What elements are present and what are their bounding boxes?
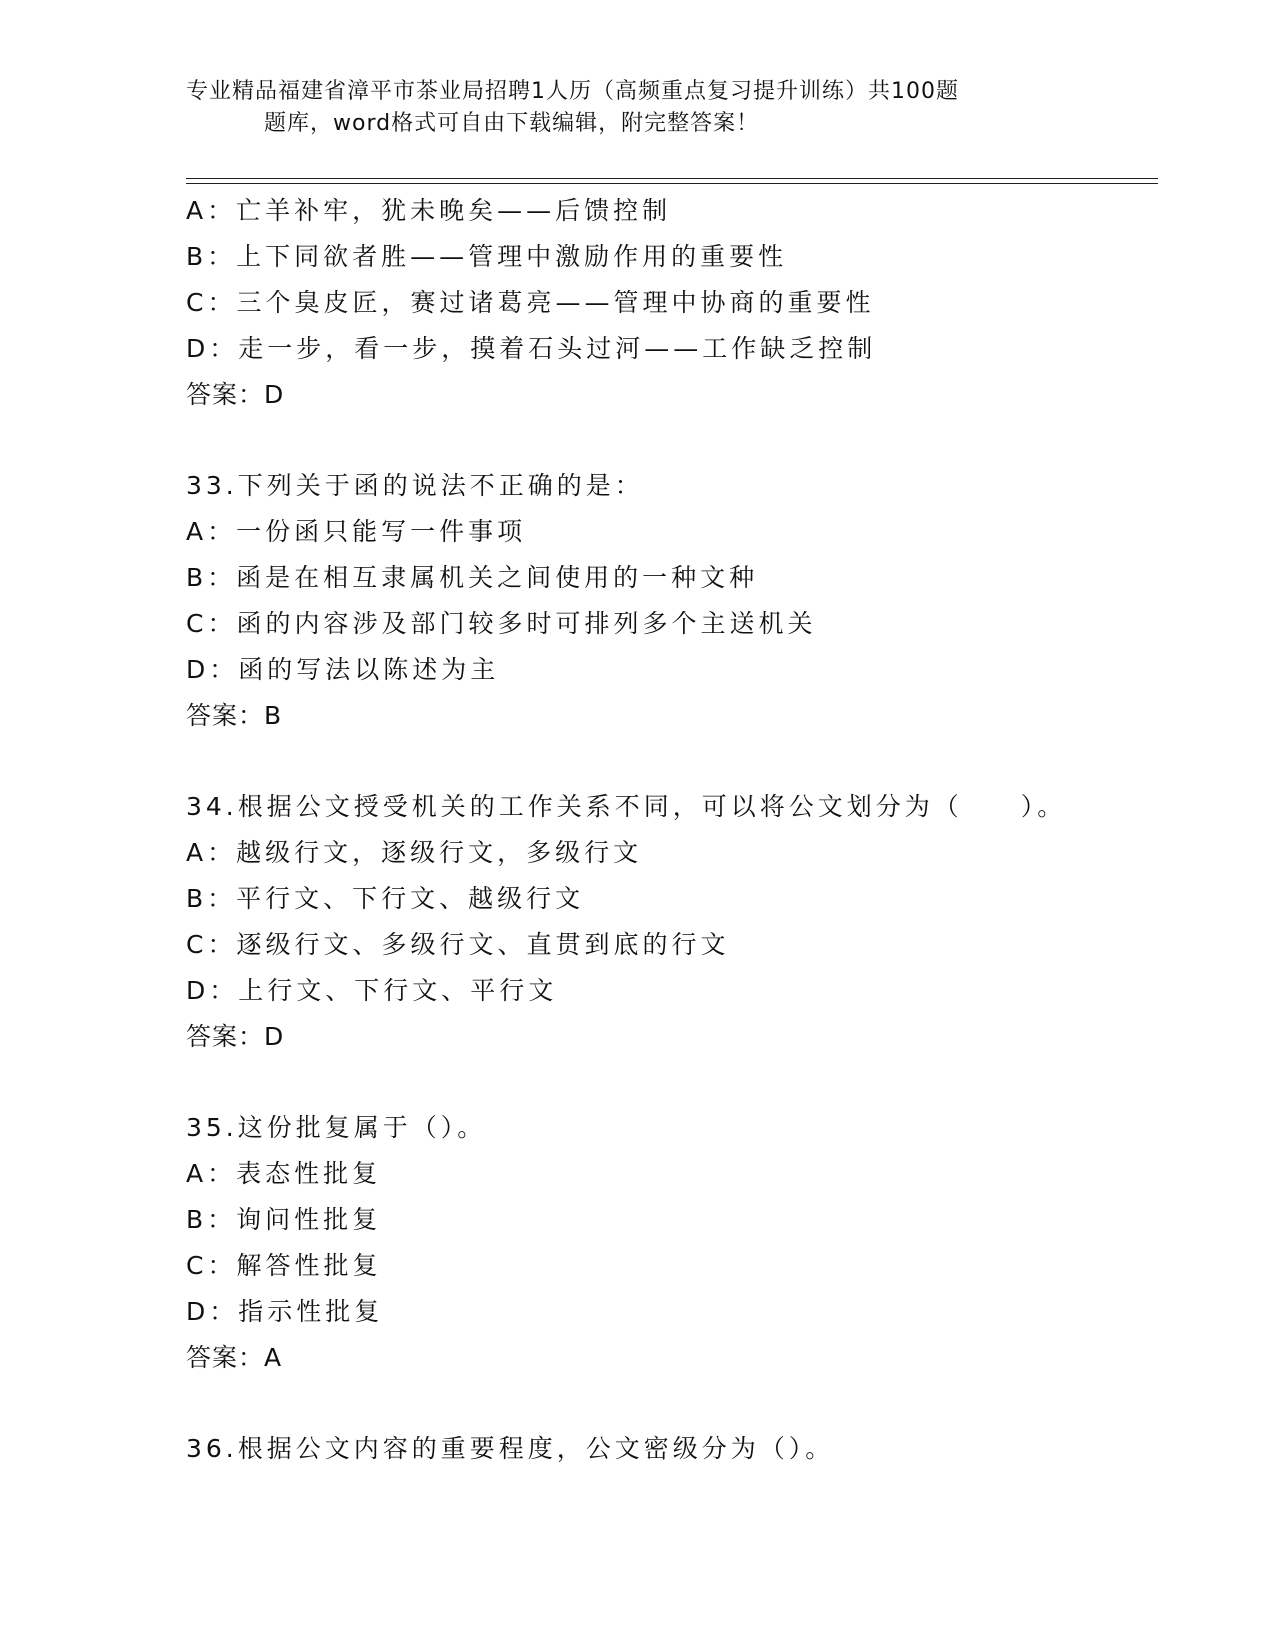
option-d: D：走一步，看一步，摸着石头过河——工作缺乏控制 <box>186 334 877 363</box>
option-a: A：表态性批复 <box>186 1159 382 1188</box>
option-c: C：函的内容涉及部门较多时可排列多个主送机关 <box>186 609 817 638</box>
answer-text: 答案：A <box>186 1343 283 1372</box>
option-d: D：函的写法以陈述为主 <box>186 655 500 684</box>
option-a: A：越级行文，逐级行文，多级行文 <box>186 838 643 867</box>
question-stem: 33.下列关于函的说法不正确的是： <box>186 471 644 500</box>
spacer <box>186 739 1186 784</box>
header-divider-thick <box>186 178 1158 179</box>
answer-text: 答案：B <box>186 701 283 730</box>
spacer <box>186 1060 1186 1105</box>
option-b: B：询问性批复 <box>186 1205 382 1234</box>
option-c: C：解答性批复 <box>186 1251 382 1280</box>
option-d: D：指示性批复 <box>186 1297 384 1326</box>
option-c: C：逐级行文、多级行文、直贯到底的行文 <box>186 930 730 959</box>
answer-text: 答案：D <box>186 380 285 409</box>
spacer <box>186 418 1186 463</box>
header-title-line2: 题库，word格式可自由下载编辑，附完整答案！ <box>264 111 760 136</box>
option-b: B：平行文、下行文、越级行文 <box>186 884 585 913</box>
question-stem: 36.根据公文内容的重要程度，公文密级分为（）。 <box>186 1434 835 1463</box>
option-a: A：亡羊补牢，犹未晚矣——后馈控制 <box>186 196 672 225</box>
option-b: B：上下同欲者胜——管理中激励作用的重要性 <box>186 242 788 271</box>
question-list <box>186 188 1186 1472</box>
spacer <box>186 1381 1186 1426</box>
question-stem: 35.这份批复属于（）。 <box>186 1113 487 1142</box>
option-c: C：三个臭皮匠，赛过诸葛亮——管理中协商的重要性 <box>186 288 875 317</box>
question-stem: 34.根据公文授受机关的工作关系不同，可以将公文划分为（ ）。 <box>186 792 1067 821</box>
answer-text: 答案：D <box>186 1022 285 1051</box>
header-title-line1: 专业精品福建省漳平市茶业局招聘1人历（高频重点复习提升训练）共100题 <box>186 79 959 104</box>
header-divider-thin <box>186 183 1158 184</box>
option-a: A：一份函只能写一件事项 <box>186 517 527 546</box>
option-d: D：上行文、下行文、平行文 <box>186 976 558 1005</box>
option-b: B：函是在相互隶属机关之间使用的一种文种 <box>186 563 759 592</box>
